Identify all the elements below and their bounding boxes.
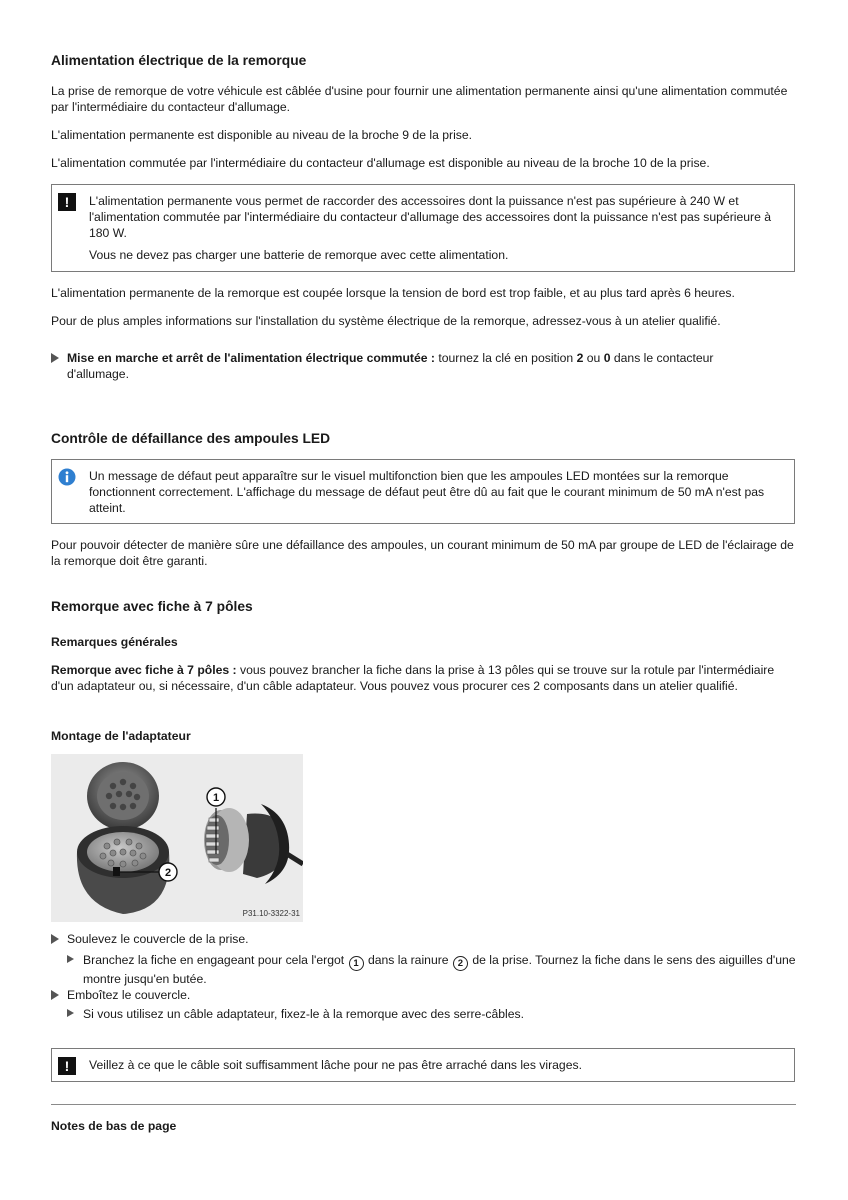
section-title-7pin: Remorque avec fiche à 7 pôles [51,599,253,614]
subheading: Remarques générales [51,635,178,649]
section-title-power: Alimentation électrique de la remorque [51,53,307,68]
callout-1-icon: 1 [349,956,364,971]
footnotes-title: Notes de bas de page [51,1119,177,1133]
paragraph: L'alimentation permanente de la remorque est coupée lorsque la tension de bord est trop faible, et au plus tard après 6 heures. [51,286,735,300]
info-icon [58,468,76,486]
section-title-led: Contrôle de défaillance des ampoules LED [51,431,331,446]
warning-text: Veillez à ce que le câble soit suffisamment lâche pour ne pas être arraché dans les virages. [89,1058,582,1072]
arrow-bullet-icon [51,934,59,944]
step-label: Mise en marche et arrêt de l'alimentation électrique commutée : [67,351,435,365]
arrow-bullet-icon [51,990,59,1000]
callout-2-icon: 2 [453,956,468,971]
adapter-figure [51,754,303,922]
warning-icon: ! [58,1057,76,1075]
arrow-bullet-icon [67,1009,74,1017]
document-page: Alimentation électrique de la remorque La prise de remorque de votre véhicule est câblée d'usine pour fournir une alimentation permanente ainsi qu'une alimentation commutée par l'intermédiaire du contacteur d'allumage. L'alimentation permanente est disponible au niveau de la broche 9 de la prise. L'alimentation commutée par l'intermédiaire du contacteur d'allumage est disponible au niveau de la broche 10 de la prise. ! L'alimentation permanente vous permet de raccorder des accessoires dont la puissance n'est pas supérieure à 240 W et l'alimentation commutée par l'intermédiaire du contacteur d'allumage des accessoires dont la puissance n'est pas supérieure à 180 W. Vous ne devez pas charger une batterie de remorque avec cette alimentation. L'alimentation permanente de la remorque est coupée lorsque la tension de bord est trop faible, et au plus tard après 6 heures. Pour de plus amples informations sur l'installation du système électrique de la remorque, adressez-vous à un atelier qualifié. Mise en marche et arrêt de l'alimentation électrique commutée : tournez la clé en position 2 ou 0 dans le contacteur d'allumage. Contrôle de défaillance des ampoules LED Un message de défaut peut apparaître sur le visuel multifonction bien que les ampoules LED montées sur la remorque fonctionnent correctement. L'affichage du message de défaut peut être dû au fait que le courant minimum de 50 mA n'est pas atteint. Pour pouvoir détecter de manière sûre une défaillance des ampoules, un courant minimum de 50 mA par groupe de LED de l'éclairage de la remorque doit être garanti. Remorque avec fiche à 7 pôles Remarques générales Remorque avec fiche à 7 pôles : vous pouvez brancher la fiche dans la prise à 13 pôles qui se trouve sur la rotule par l'intermédiaire d'un adaptateur ou, si nécessaire, d'un câble adaptateur. Vous pouvez vous procurer ces 2 composants dans un atelier qualifié. Montage de l'adaptateur 2 1 P31.10-3322-31 Soulevez le couvercle de la prise. Branchez la fiche en engageant pour cela l'ergot 1 dans la rainure 2 de la prise. Tournez la fiche dans le sens des aiguilles d'une montre jusqu'en butée. Emboîtez le couvercle. Si vous utilisez un câble adaptateur, fixez-le à la remorque avec des serre-câbles. ! Veillez à ce que le câble soit suffisamment lâche pour ne pas être arraché dans les virages. Notes de bas de page [51,53,796,1133]
warning-text: L'alimentation permanente vous permet de raccorder des accessoires dont la puissance n'est pas supérieure à 240 W et l'alimentation commutée par l'intermédiaire du contacteur d'allumage des accessoires dont la puissance n'est pas supérieure à 180 W. [89,194,772,240]
warning-box [51,1048,795,1082]
callout-2: 2 [164,867,172,879]
arrow-bullet-icon [51,353,59,363]
callout-1: 1 [212,792,220,804]
info-box [51,459,795,524]
divider [51,1104,796,1105]
warning-icon: ! [58,193,76,211]
paragraph: Remorque avec fiche à 7 pôles : vous pouvez brancher la fiche dans la prise à 13 pôles qui se trouve sur la rotule par l'intermédiaire d'un adaptateur ou, si nécessaire, d'un câble adaptateur. Vous pouvez vous procurer ces 2 composants dans un atelier qualifié. [51,663,775,693]
figure-code: P31.10-3322-31 [242,909,300,918]
warning-box [51,184,795,272]
info-text: Un message de défaut peut apparaître sur le visuel multifonction bien que les ampoules LED montées sur la remorque fonctionnent correctement. L'affichage du message de défaut peut être dû au fait que le courant minimum de 50 mA n'est pas atteint. [89,469,765,515]
paragraph: Pour pouvoir détecter de manière sûre une défaillance des ampoules, un courant minimum de 50 mA par groupe de LED de l'éclairage de la remorque doit être garanti. [51,538,794,568]
warning-text: Vous ne devez pas charger une batterie de remorque avec cette alimentation. [89,248,509,262]
arrow-bullet-icon [67,955,74,963]
paragraph: La prise de remorque de votre véhicule est câblée d'usine pour fournir une alimentation permanente ainsi qu'une alimentation commutée par l'intermédiaire du contacteur d'allumage. [51,84,788,114]
paragraph: L'alimentation permanente est disponible au niveau de la broche 9 de la prise. [51,128,473,142]
paragraph: Pour de plus amples informations sur l'installation du système électrique de la remorque, adressez-vous à un atelier qualifié. [51,314,721,328]
paragraph: L'alimentation commutée par l'intermédiaire du contacteur d'allumage est disponible au niveau de la broche 10 de la prise. [51,156,710,170]
socket-illustration [51,754,303,922]
subheading: Montage de l'adaptateur [51,729,191,743]
